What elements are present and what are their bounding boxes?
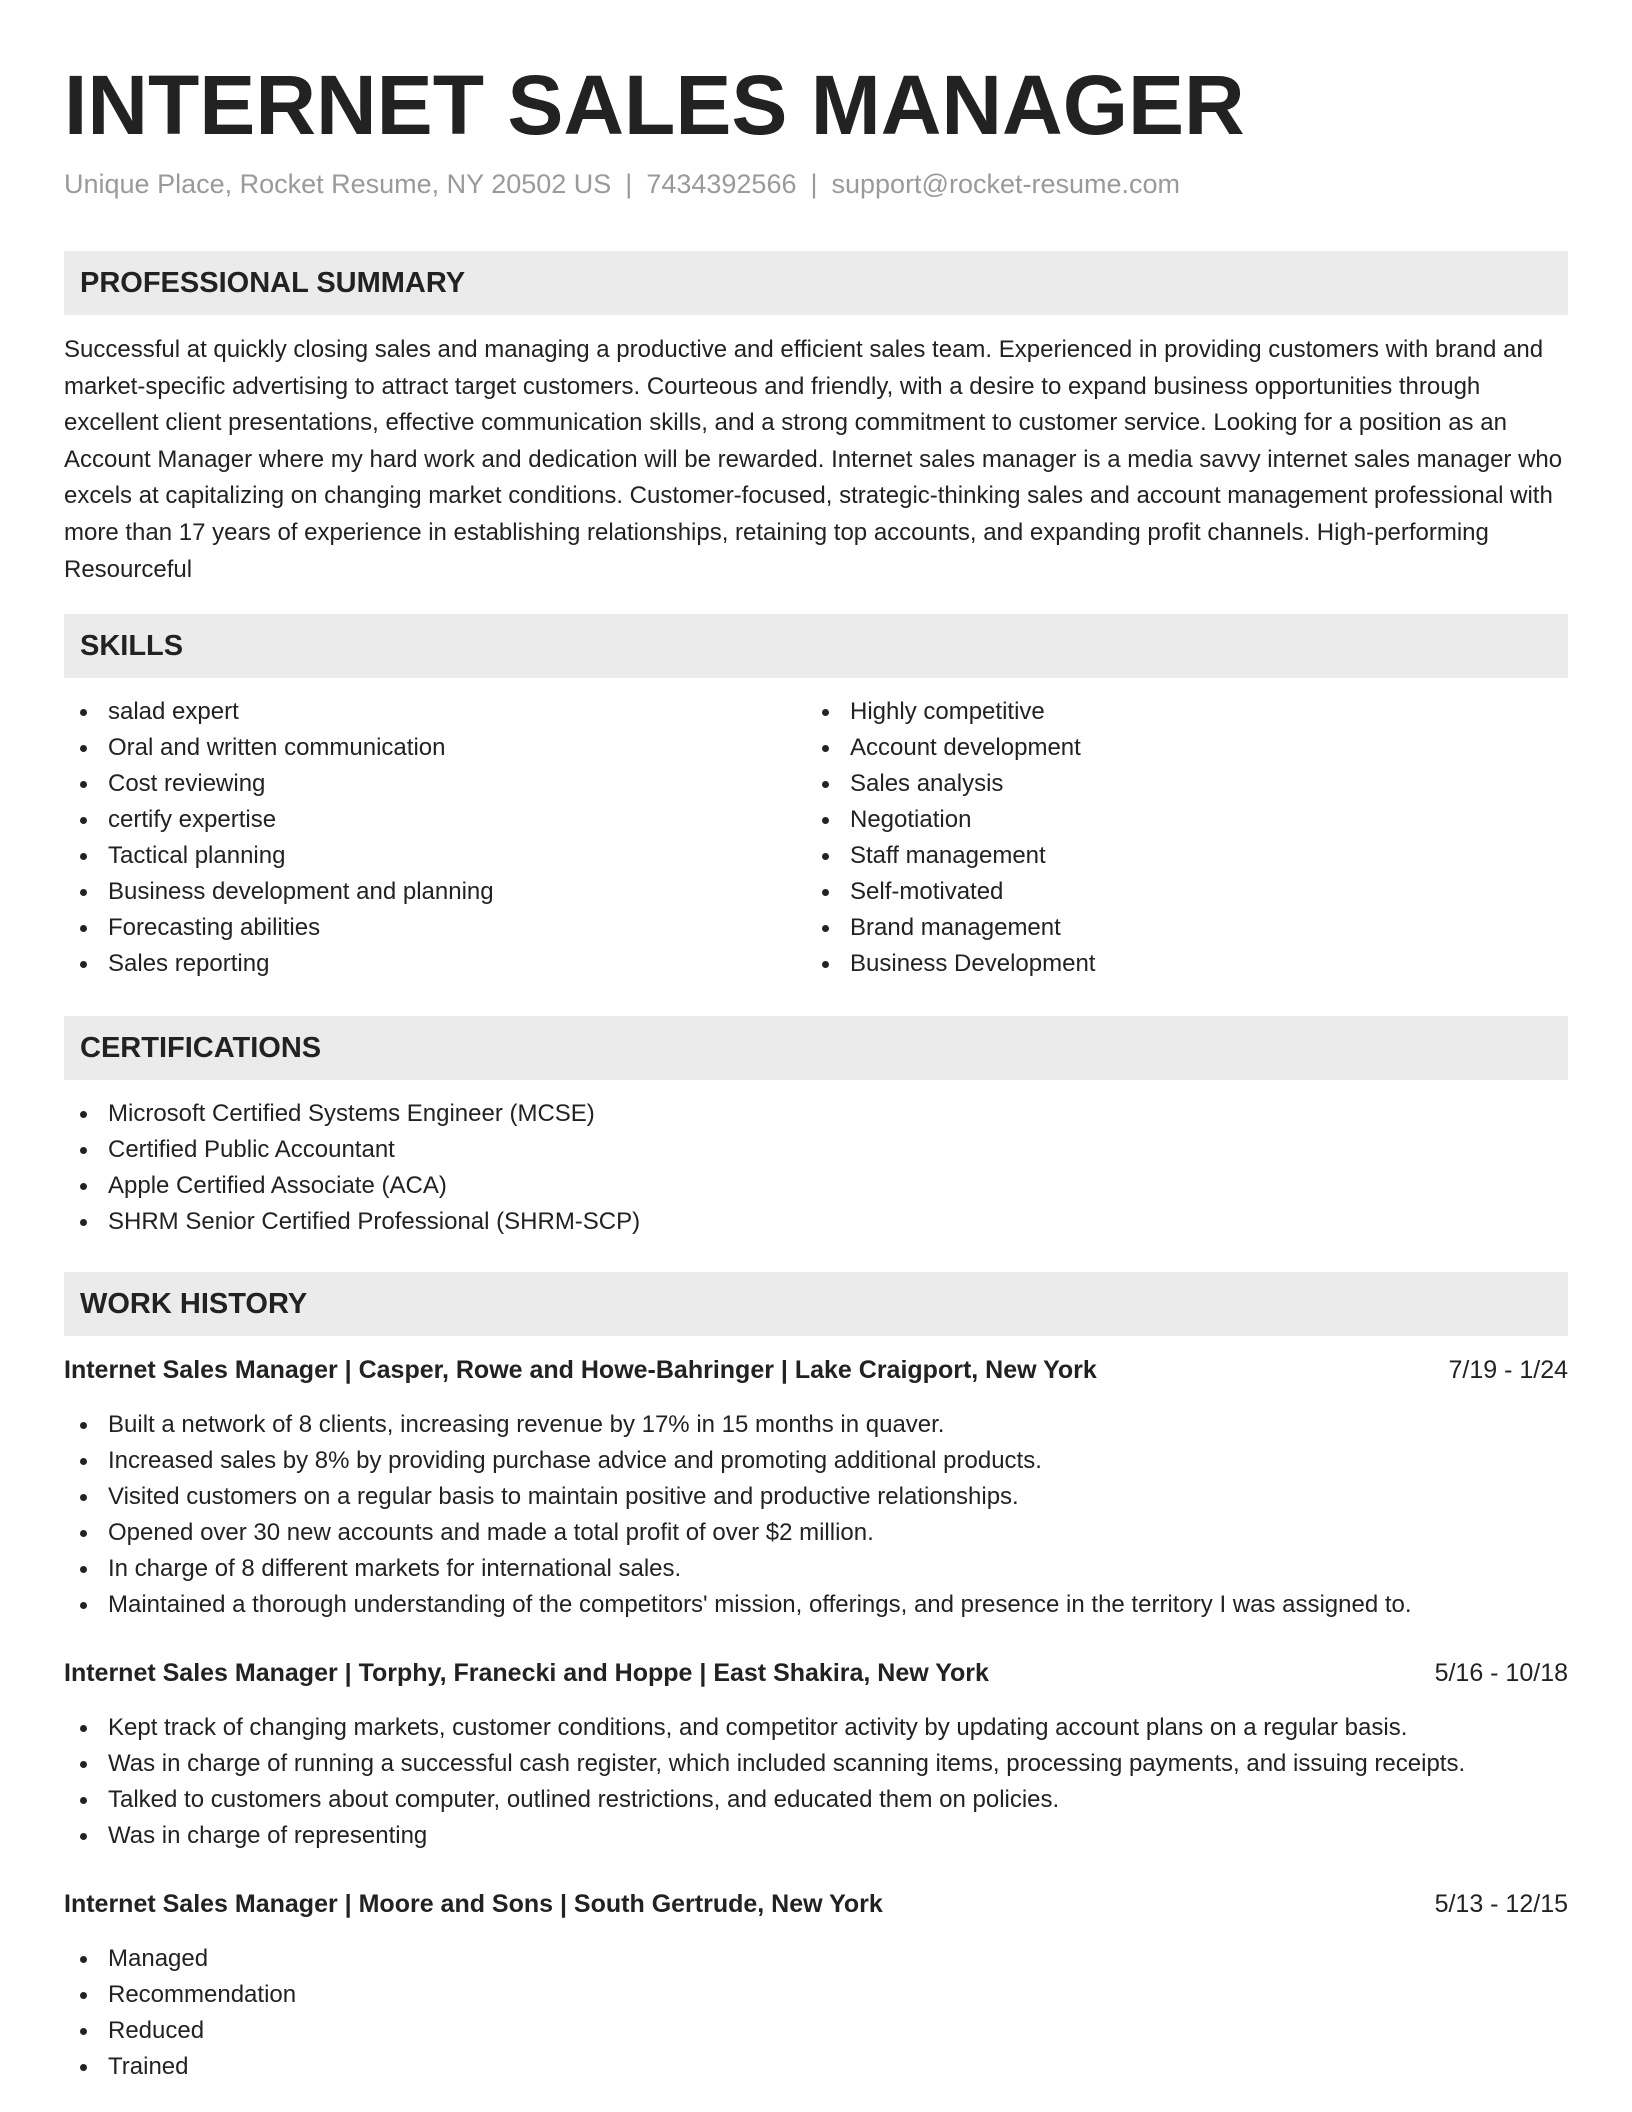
job-bullet: Was in charge of representing: [64, 1818, 1568, 1854]
job-bullet: Reduced: [64, 2013, 1568, 2049]
job-bullet: Talked to customers about computer, outlined restrictions, and educated them on policies.: [64, 1782, 1568, 1818]
contact-separator: |: [625, 169, 633, 199]
skill-item: Negotiation: [806, 802, 1546, 838]
work-history-section-header: [64, 1272, 1568, 1336]
certifications-section-header: [64, 1016, 1568, 1080]
job-bullet: Kept track of changing markets, customer conditions, and competitor activity by updating account plans on a regular basis.: [64, 1710, 1568, 1746]
skill-item: Highly competitive: [806, 694, 1546, 730]
job-dates: 7/19 - 1/24: [1448, 1356, 1568, 1384]
contact-email: support@rocket-resume.com: [831, 169, 1181, 199]
job-bullet: In charge of 8 different markets for international sales.: [64, 1551, 1568, 1587]
certification-item: SHRM Senior Certified Professional (SHRM-SCP): [64, 1204, 1568, 1240]
skill-item: Staff management: [806, 838, 1546, 874]
contact-separator: |: [810, 169, 818, 199]
job-bullets: [64, 1710, 1568, 1854]
contact-phone: 7434392566: [646, 169, 797, 199]
job-bullet: Increased sales by 8% by providing purchase advice and promoting additional products.: [64, 1443, 1568, 1479]
skills-list-right: [806, 694, 1546, 982]
skill-item: Business Development: [806, 946, 1546, 982]
skill-item: Forecasting abilities: [64, 910, 804, 946]
skill-item: Brand management: [806, 910, 1546, 946]
skill-item: Cost reviewing: [64, 766, 804, 802]
job-header: [64, 1886, 1568, 1922]
job-title: Internet Sales Manager | Torphy, Franecki and Hoppe | East Shakira, New York: [64, 1659, 989, 1687]
contact-line: [64, 166, 1180, 202]
skills-list-left: [64, 694, 804, 982]
certification-item: Apple Certified Associate (ACA): [64, 1168, 1568, 1204]
summary-section-header: [64, 251, 1568, 315]
skills-section-header: [64, 614, 1568, 678]
job-bullets: [64, 1407, 1568, 1623]
summary-heading: PROFESSIONAL SUMMARY: [80, 267, 466, 299]
skill-item: Tactical planning: [64, 838, 804, 874]
job-bullet: Visited customers on a regular basis to maintain positive and productive relationships.: [64, 1479, 1568, 1515]
skill-item: certify expertise: [64, 802, 804, 838]
job-dates: 5/16 - 10/18: [1434, 1659, 1568, 1687]
work-history-heading: WORK HISTORY: [80, 1288, 308, 1320]
certifications-heading: CERTIFICATIONS: [80, 1032, 322, 1064]
job-header: [64, 1655, 1568, 1691]
job-title: Internet Sales Manager | Casper, Rowe and Howe-Bahringer | Lake Craigport, New York: [64, 1356, 1097, 1384]
skill-item: Sales analysis: [806, 766, 1546, 802]
skills-heading: SKILLS: [80, 630, 184, 662]
certification-item: Certified Public Accountant: [64, 1132, 1568, 1168]
skill-item: Business development and planning: [64, 874, 804, 910]
job-title: Internet Sales Manager | Moore and Sons | South Gertrude, New York: [64, 1890, 883, 1918]
skill-item: Account development: [806, 730, 1546, 766]
job-bullet: Recommendation: [64, 1977, 1568, 2013]
skill-item: salad expert: [64, 694, 804, 730]
job-dates: 5/13 - 12/15: [1434, 1890, 1568, 1918]
contact-address: Unique Place, Rocket Resume, NY 20502 US: [64, 169, 612, 199]
job-bullet: Built a network of 8 clients, increasing revenue by 17% in 15 months in quaver.: [64, 1407, 1568, 1443]
job-bullet: Opened over 30 new accounts and made a total profit of over $2 million.: [64, 1515, 1568, 1551]
candidate-name: INTERNET SALES MANAGER: [64, 58, 1245, 152]
certification-item: Microsoft Certified Systems Engineer (MCSE): [64, 1096, 1568, 1132]
skill-item: Oral and written communication: [64, 730, 804, 766]
skill-item: Sales reporting: [64, 946, 804, 982]
certifications-list: [64, 1096, 1568, 1240]
job-header: [64, 1352, 1568, 1388]
job-bullet: Trained: [64, 2049, 1568, 2085]
job-bullet: Maintained a thorough understanding of the competitors' mission, offerings, and presence in the territory I was assigned to.: [64, 1587, 1568, 1623]
job-bullets: [64, 1941, 1568, 2085]
job-bullet: Was in charge of running a successful cash register, which included scanning items, processing payments, and issuing receipts.: [64, 1746, 1568, 1782]
skill-item: Self-motivated: [806, 874, 1546, 910]
summary-text: Successful at quickly closing sales and managing a productive and efficient sales team. Experienced in providing customers with brand and market-specific advertising to attract target customers. Courteous and friendly, with a desire to expand business opportunities through excellent client presentations, effective communication skills, and a strong commitment to customer service. Looking for a position as an Account Manager where my hard work and dedication will be rewarded. Internet sales manager is a media savvy internet sales manager who excels at capitalizing on changing market conditions. Customer-focused, strategic-thinking sales and account management professional with more than 17 years of experience in establishing relationships, retaining top accounts, and expanding profit channels. High-performing Resourceful: [64, 336, 1563, 583]
job-bullet: Managed: [64, 1941, 1568, 1977]
